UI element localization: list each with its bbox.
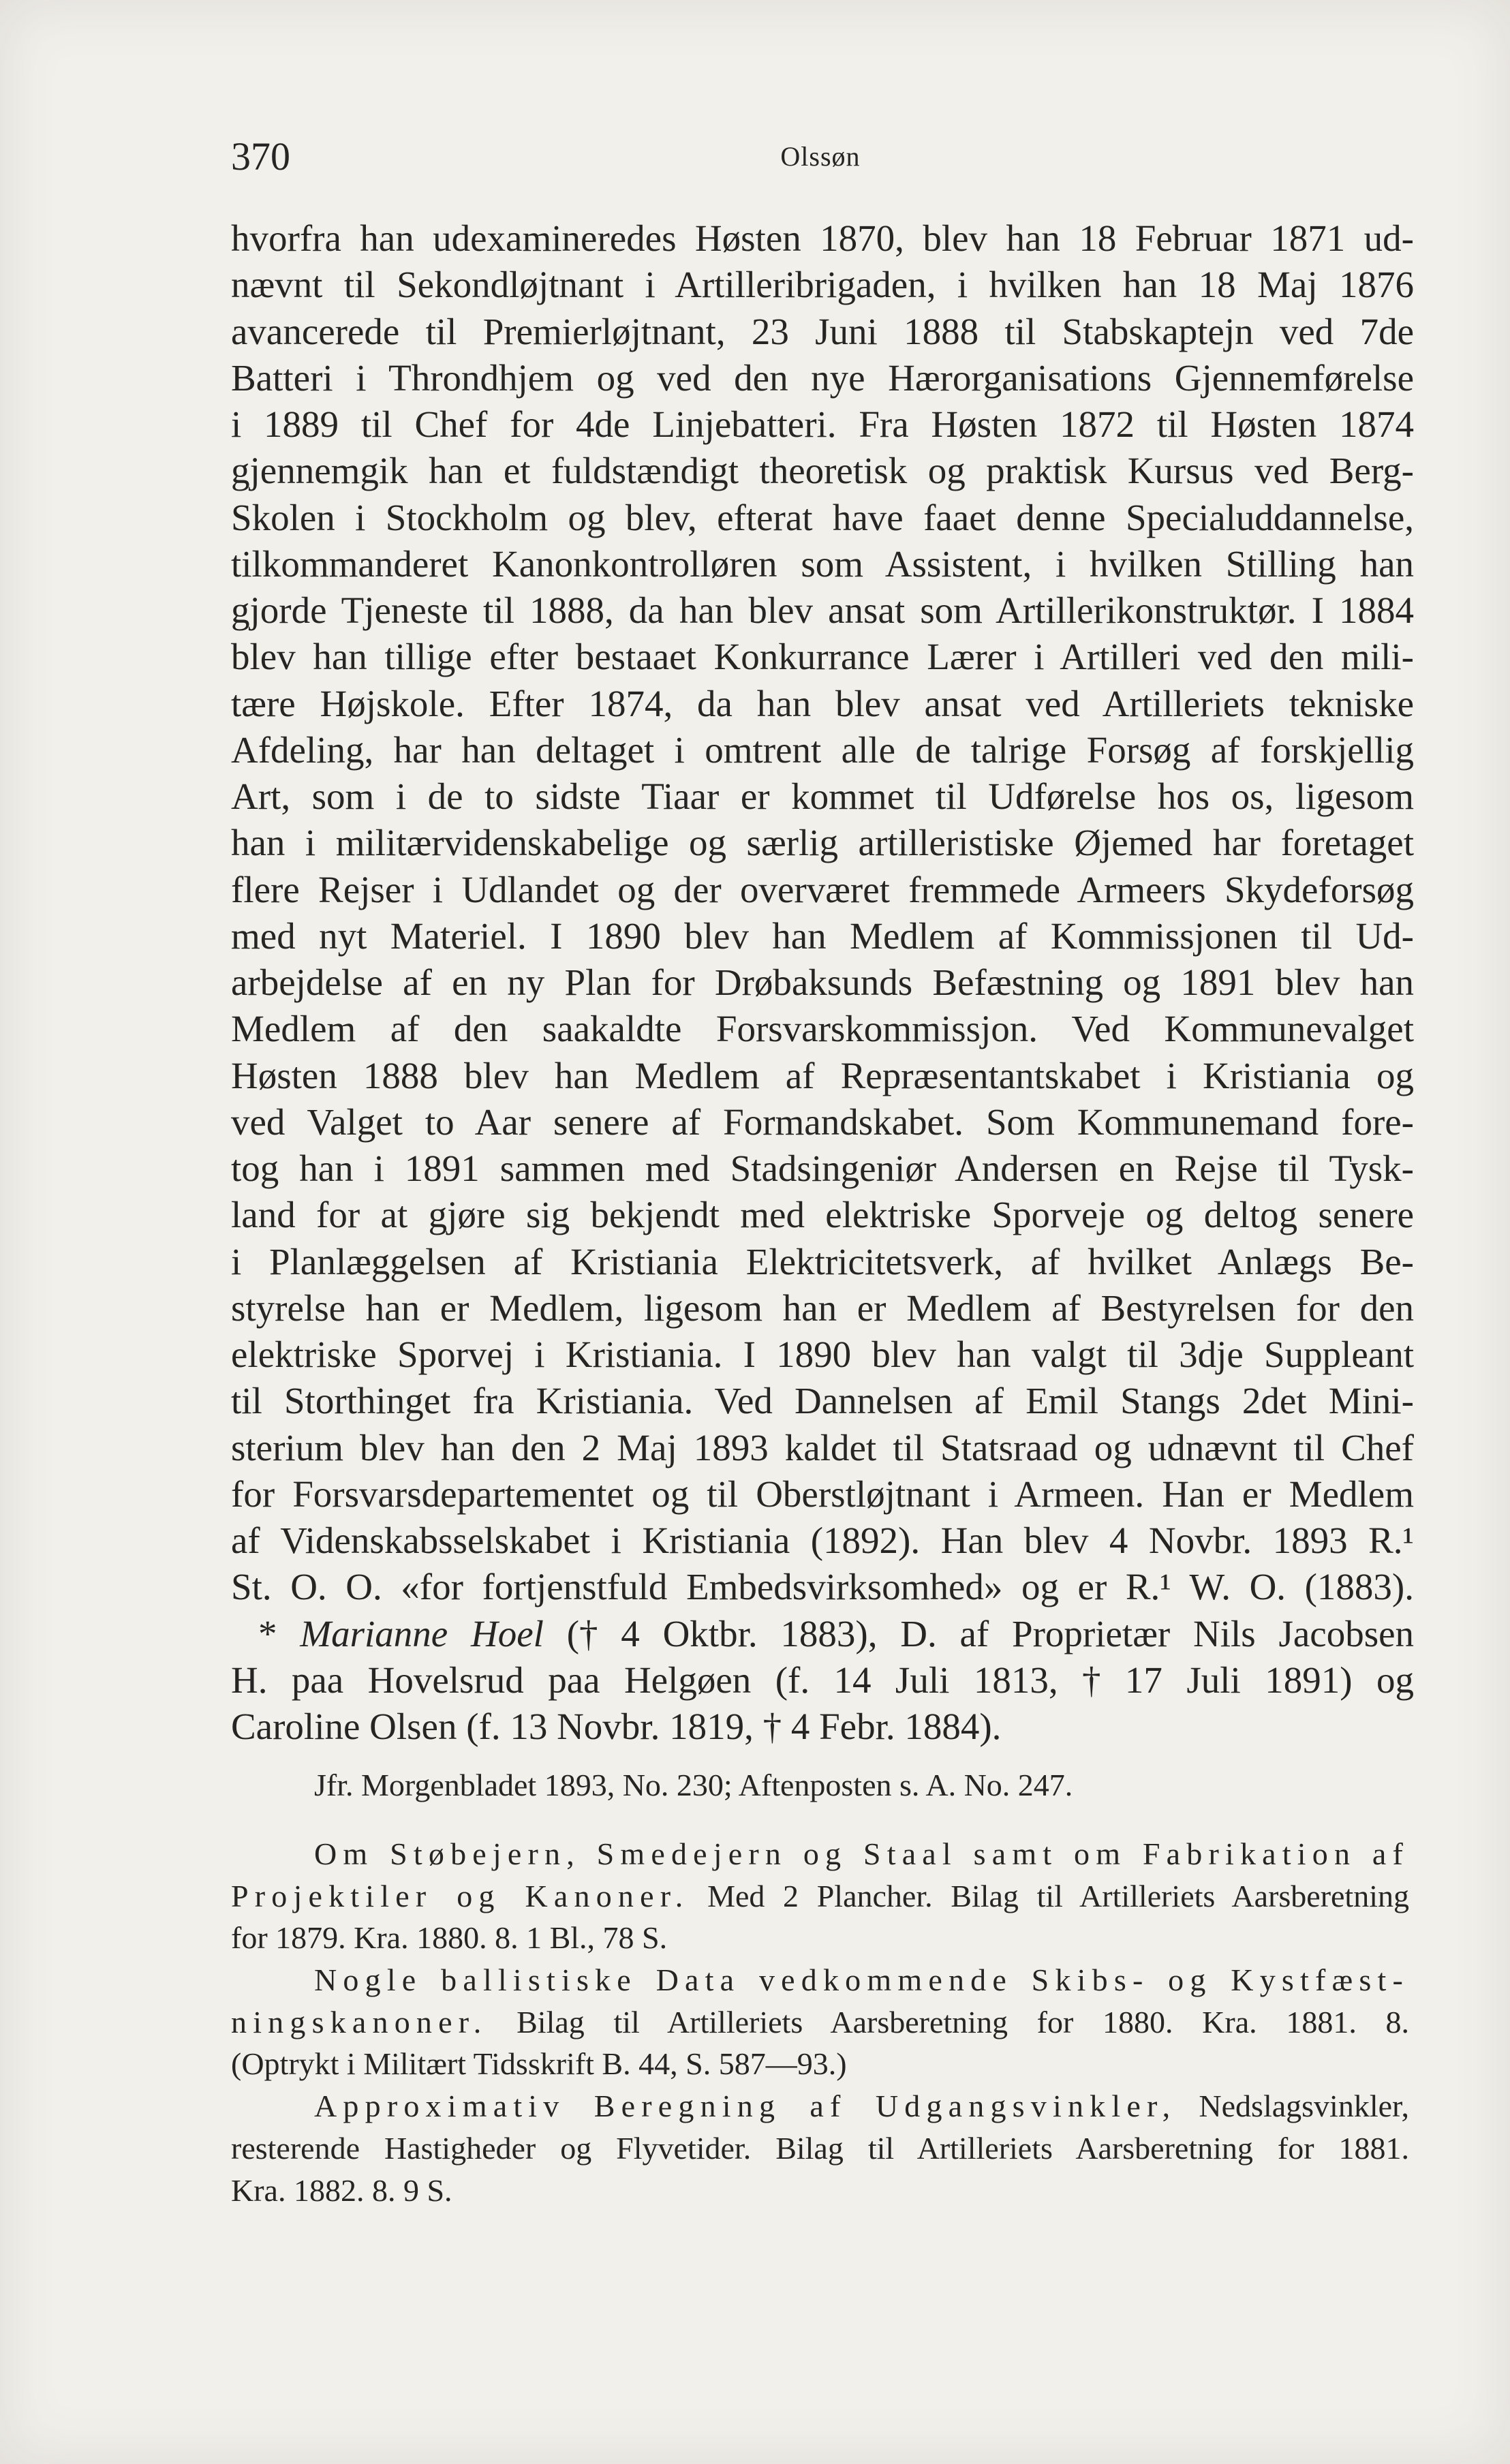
text-line: arbejdelse af en ny Plan for Drøbaksunds Befæstning og 1891 blev han: [231, 961, 1414, 1003]
bibliography-line: [314, 2085, 1410, 2127]
bibliography-line: Kra. 1882. 8. 9 S.: [231, 2172, 452, 2208]
text-line: gjorde Tjeneste til 1888, da han blev ansat som Artillerikonstruktør. I 1884: [231, 589, 1414, 631]
text-line: af Videnskabsselskabet i Kristiania (1892). Han blev 4 Novbr. 1893 R.¹: [231, 1520, 1414, 1561]
bibliography-title: Nogle ballistiske Data vedkommende Skibs- og Kystfæst-: [314, 1962, 1409, 1998]
page-number: 370: [231, 134, 290, 179]
footnote-marker: *: [258, 1612, 277, 1654]
bibliography-details: Med 2 Plancher. Bilag til Artilleriets Aarsberetning: [707, 1878, 1409, 1913]
biography-text: [231, 215, 1415, 1750]
text-line: tilkommanderet Kanonkontrolløren som Assistent, i hvilken Stilling han: [231, 542, 1414, 585]
text-line: Art, som i de to sidste Tiaar er kommet til Udførelse hos os, ligesom: [231, 775, 1414, 817]
text-line: Skolen i Stockholm og blev, efterat have faaet denne Specialuddannelse,: [231, 496, 1414, 538]
spouse-line: H. paa Hovelsrud paa Helgøen (f. 14 Juli 1813, † 17 Juli 1891) og: [231, 1659, 1414, 1701]
text-line: land for at gjøre sig bekjendt med elektriske Sporveje og deltog senere: [231, 1194, 1414, 1236]
sources-reference: [314, 1764, 1404, 1806]
spouse-name: Marianne Hoel: [300, 1612, 544, 1654]
bibliography-title: Projektiler og Kanoner.: [231, 1878, 690, 1913]
bibliography-line: [314, 1833, 1410, 1875]
bibliography-line: [231, 2001, 1410, 2044]
text-line: i 1889 til Chef for 4de Linjebatteri. Fra Høsten 1872 til Høsten 1874: [231, 403, 1414, 445]
spouse-line: Caroline Olsen (f. 13 Novbr. 1819, † 4 Febr. 1884).: [231, 1706, 1002, 1747]
text-line: gjennemgik han et fuldstændigt theoretisk og praktisk Kursus ved Berg-: [231, 450, 1414, 492]
text-line: Medlem af den saakaldte Forsvarskommissjon. Ved Kommunevalget: [231, 1008, 1414, 1050]
text-line: for Forsvarsdepartementet og til Oberstløjtnant i Armeen. Han er Medlem: [231, 1473, 1414, 1515]
spouse-details: († 4 Oktbr. 1883), D. af Proprietær Nils Jacobsen: [566, 1612, 1415, 1654]
text-line: hvorfra han udexamineredes Høsten 1870, blev han 18 Februar 1871 ud-: [231, 217, 1414, 259]
text-line: i Planlæggelsen af Kristiania Elektricitetsverk, af hvilket Anlægs Be-: [231, 1240, 1414, 1282]
text-line: blev han tillige efter bestaaet Konkurrance Lærer i Artilleri ved den mili-: [231, 636, 1414, 678]
bibliography-line: [314, 1959, 1410, 2001]
text-line: Høsten 1888 blev han Medlem af Repræsentantskabet i Kristiania og: [231, 1054, 1414, 1096]
text-line: tog han i 1891 sammen med Stadsingeniør Andersen en Rejse til Tysk-: [231, 1148, 1414, 1189]
text-line: nævnt til Sekondløjtnant i Artilleribrigaden, i hvilken han 18 Maj 1876: [231, 264, 1414, 306]
text-line: Batteri i Throndhjem og ved den nye Hærorganisations Gjennemførelse: [231, 356, 1414, 399]
text-line: sterium blev han den 2 Maj 1893 kaldet til Statsraad og udnævnt til Chef: [231, 1426, 1414, 1468]
text-line: avancerede til Premierløjtnant, 23 Juni 1888 til Stabskaptejn ved 7de: [231, 310, 1414, 352]
bibliography-line: [231, 1875, 1410, 1918]
bibliography-line: resterende Hastigheder og Flyvetider. Bilag til Artilleriets Aarsberetning for 1881.: [231, 2130, 1409, 2166]
text-line: elektriske Sporvej i Kristiania. I 1890 blev han valgt til 3dje Suppleant: [231, 1334, 1414, 1375]
text-line: med nyt Materiel. I 1890 blev han Medlem af Kommissjonen til Ud-: [231, 914, 1414, 957]
text-line: St. O. O. «for fortjenstfuld Embedsvirksomhed» og er R.¹ W. O. (1883).: [231, 1566, 1414, 1608]
spouse-line: [258, 1611, 1415, 1657]
text-line: til Storthinget fra Kristiania. Ved Dannelsen af Emil Stangs 2det Mini-: [231, 1380, 1414, 1422]
text-line: han i militærvidenskabelige og særlig artilleristiske Øjemed har foretaget: [231, 822, 1414, 864]
bibliography: [231, 1833, 1410, 2211]
running-head: Olssøn: [780, 141, 861, 172]
bibliography-title: Approximativ Beregning af Udgangsvinkler,: [314, 2089, 1177, 2124]
text-line: flere Rejser i Udlandet og der overværet fremmede Armeers Skydeforsøg: [231, 868, 1414, 910]
text-line: tære Højskole. Efter 1874, da han blev ansat ved Artilleriets tekniske: [231, 682, 1414, 724]
bibliography-details: Nedslagsvinkler,: [1199, 2089, 1410, 2124]
text-line: Afdeling, har han deltaget i omtrent alle de talrige Forsøg af forskjellig: [231, 728, 1414, 771]
bibliography-title: Om Støbejern, Smedejern og Staal samt om Fabrikation af: [314, 1836, 1409, 1871]
bibliography-line: (Optrykt i Militært Tidsskrift B. 44, S. 587—93.): [231, 2046, 847, 2082]
text-line: ved Valget to Aar senere af Formandskabet. Som Kommunemand fore-: [231, 1100, 1414, 1143]
bibliography-line: for 1879. Kra. 1880. 8. 1 Bl., 78 S.: [231, 1920, 668, 1956]
bibliography-title: ningskanoner.: [231, 2004, 488, 2039]
sources-line: Jfr. Morgenbladet 1893, No. 230; Aftenposten s. A. No. 247.: [314, 1768, 1073, 1802]
text-line: styrelse han er Medlem, ligesom han er Medlem af Bestyrelsen for den: [231, 1287, 1414, 1329]
bibliography-details: Bilag til Artilleriets Aarsberetning for 1880. Kra. 1881. 8.: [517, 2004, 1410, 2039]
